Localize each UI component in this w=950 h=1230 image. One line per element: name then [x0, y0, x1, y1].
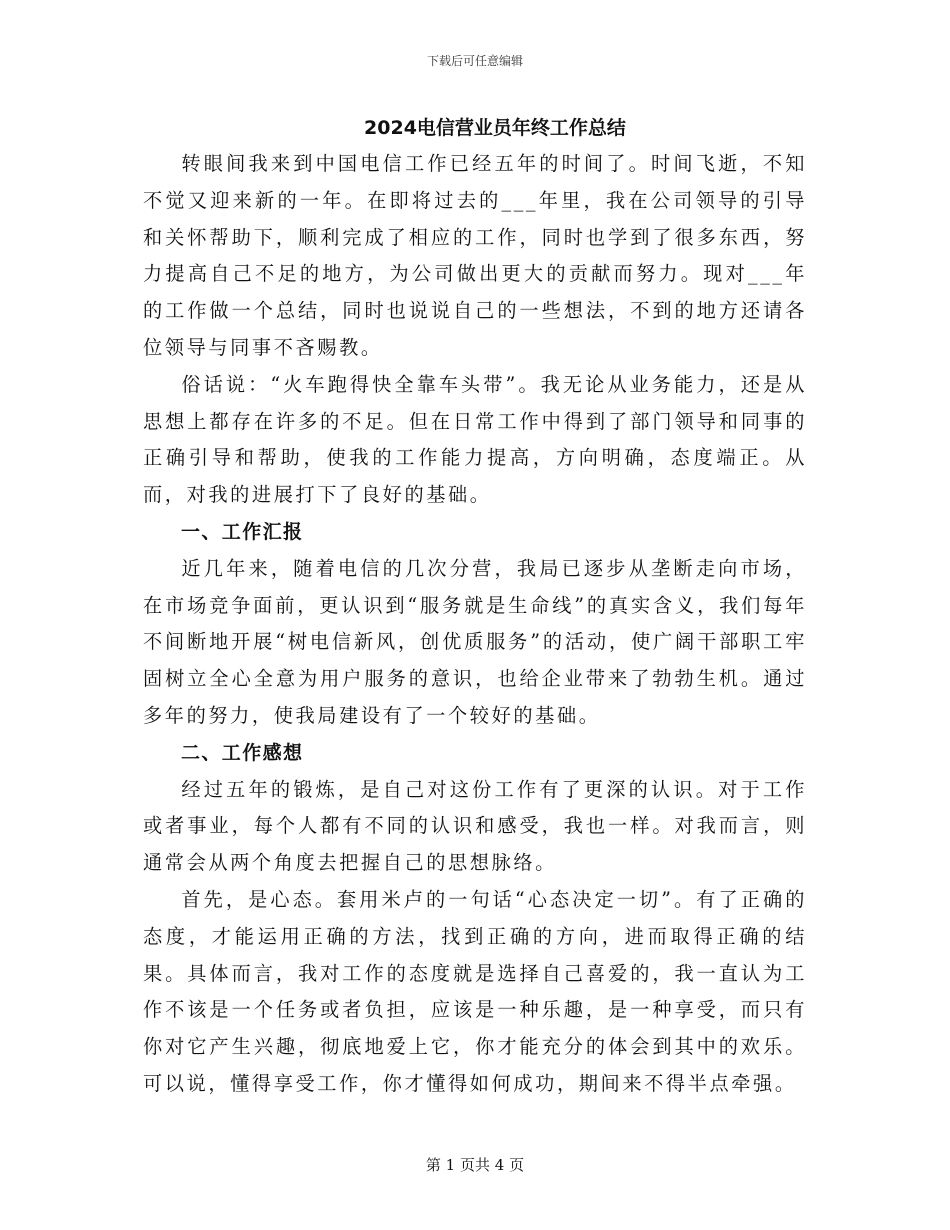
document-title: 2024电信营业员年终工作总结: [364, 117, 626, 139]
document-body: [143, 146, 807, 1103]
paragraph-work-thoughts-2: 首先，是心态。套用米卢的一句话“心态决定一切”。有了正确的态度，才能运用正确的方法，找到正确的方向，进而取得正确的结果。具体而言，我对工作的态度就是选择自己喜爱的，我一直认为工作不该是一个任务或者负担，应该是一种乐趣，是一种享受，而只有你对它产生兴趣，彻底地爱上它，你才能充分的体会到其中的欢乐。可以说，懂得享受工作，你才懂得如何成功，期间来不得半点牵强。: [143, 887, 807, 1095]
paragraph-intro-1: 转眼间我来到中国电信工作已经五年的时间了。时间飞逝，不知不觉又迎来新的一年。在即将过去的___年里，我在公司领导的引导和关怀帮助下，顺利完成了相应的工作，同时也学到了很多东西，努力提高自己不足的地方，为公司做出更大的贡献而努力。现对___年的工作做一个总结，同时也说说自己的一些想法，不到的地方还请各位领导与同事不吝赐教。: [143, 152, 807, 359]
section-heading-work-thoughts: 二、工作感想: [181, 741, 304, 764]
header-note: 下载后可任意编辑: [426, 54, 523, 68]
paragraph-work-thoughts-1: 经过五年的锻炼，是自己对这份工作有了更深的认识。对于工作或者事业，每个人都有不同的认识和感受，我也一样。对我而言，则通常会从两个角度去把握自己的思想脉络。: [143, 777, 807, 875]
page-number: 第 1 页共 4 页: [425, 1156, 525, 1174]
paragraph-intro-2: 俗话说：“火车跑得快全靠车头带”。我无论从业务能力，还是从思想上都存在许多的不足。但在日常工作中得到了部门领导和同事的正确引导和帮助，使我的工作能力提高，方向明确，态度端正。从而，对我的进展打下了良好的基础。: [143, 372, 807, 507]
section-heading-work-report: 一、工作汇报: [181, 520, 304, 543]
paragraph-work-report: 近几年来，随着电信的几次分营，我局已逐步从垄断走向市场，在市场竞争面前，更认识到“服务就是生命线”的真实含义，我们每年不间断地开展“树电信新风，创优质服务”的活动，使广阔干部职工牢固树立全心全意为用户服务的意识，也给企业带来了勃勃生机。通过多年的努力，使我局建设有了一个较好的基础。: [143, 556, 807, 727]
